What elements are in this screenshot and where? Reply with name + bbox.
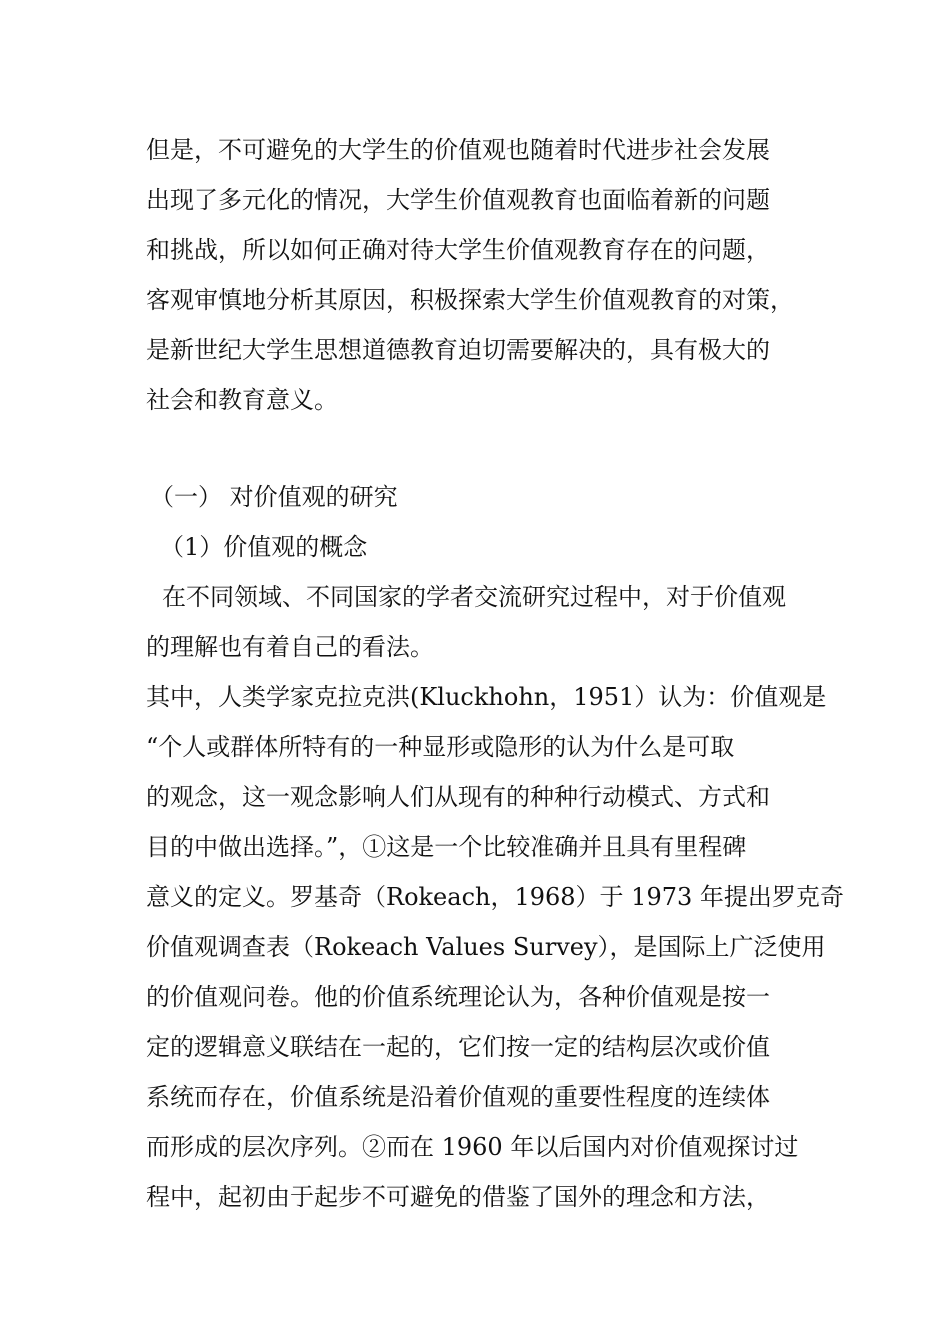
paragraph-1-line: 是新世纪大学生思想道德教育迫切需要解决的，具有极大的 (146, 336, 770, 364)
paragraph-1-line: 出现了多元化的情况，大学生价值观教育也面临着新的问题 (146, 186, 770, 214)
paragraph-3-line: 的价值观问卷。他的价值系统理论认为，各种价值观是按一 (146, 983, 770, 1011)
paragraph-3-line: 目的中做出选择。”，①这是一个比较准确并且具有里程碑 (146, 833, 747, 861)
paragraph-3-line: 意义的定义。罗基奇（Rokeach，1968）于 1973 年提出罗克奇 (146, 883, 844, 911)
paragraph-3-line: 价值观调查表（Rokeach Values Survey），是国际上广泛使用 (146, 933, 826, 961)
paragraph-3-line: 的观念，这一观念影响人们从现有的种种行动模式、方式和 (146, 783, 770, 811)
paragraph-3-line: “个人或群体所特有的一种显形或隐形的认为什么是可取 (146, 733, 735, 761)
paragraph-3-line: 定的逻辑意义联结在一起的，它们按一定的结构层次或价值 (146, 1033, 770, 1061)
paragraph-1-line: 客观审慎地分析其原因，积极探索大学生价值观教育的对策， (146, 286, 794, 314)
paragraph-1-line: 但是，不可避免的大学生的价值观也随着时代进步社会发展 (146, 136, 770, 164)
paragraph-1-line: 社会和教育意义。 (146, 386, 338, 414)
paragraph-2-line: 的理解也有着自己的看法。 (146, 633, 434, 661)
subsection-heading: （1）价值观的概念 (160, 533, 368, 561)
section-heading: （一） 对价值观的研究 (150, 483, 398, 511)
paragraph-3-line: 系统而存在，价值系统是沿着价值观的重要性程度的连续体 (146, 1083, 770, 1111)
paragraph-1-line: 和挑战，所以如何正确对待大学生价值观教育存在的问题， (146, 236, 770, 264)
paragraph-3-line: 程中，起初由于起步不可避免的借鉴了国外的理念和方法， (146, 1183, 770, 1211)
paragraph-3-line: 其中，人类学家克拉克洪(Kluckhohn，1951）认为：价值观是 (146, 683, 827, 711)
paragraph-2-line: 在不同领域、不同国家的学者交流研究过程中，对于价值观 (162, 583, 786, 611)
paragraph-3-line: 而形成的层次序列。②而在 1960 年以后国内对价值观探讨过 (146, 1133, 799, 1161)
